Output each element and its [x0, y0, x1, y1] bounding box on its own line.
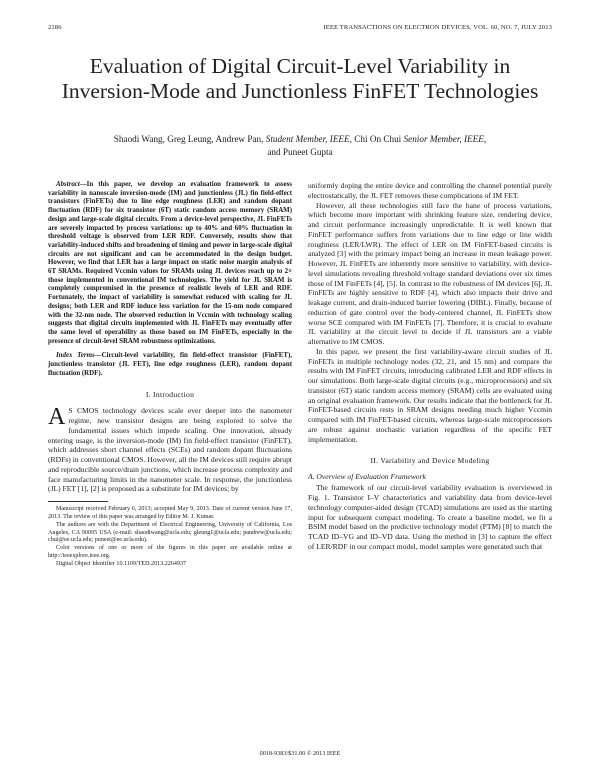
abstract: Abstract—In this paper, we develop an evaluation framework to assess variability in nanoscale inversion-mode (IM) and junctionless (JL) fin field-effect transistors (FinFETs) due to line edge roughness (LER) and random dopant fluctuation (RDF) for six transistor (6T) static random access memory (SRAM) design and large-scale digital circuits. From a device-level perspective, JL FinFETs are severely impacted by process variations: up to 40% and 60% fluctuation in threshold voltage is observed from LER RDF. Conversely, results show that variability-induced shifts and broadening of timing and power in large-scale digital circuits are not significant and can be accommodated in the design budget. However, we find that LER has a large impact on static noise margin analysis of 6T SRAMs. Required Vccmin values for SRAMs using JL devices reach up to 2× those implemented in conventional IM technologies. The yield for JL SRAM is completely compromised in the presence of realistic levels of LER and RDF. Fortunately, the impact of variability is somewhat reduced with scaling for JL designs; both LER and RDF induce less variation for the 15-nm node compared with the 32-nm node. The observed reduction in Vccmin with technology scaling suggests that digital circuits implemented with JL FinFETs may eventually offer the same level of operability as those based on IM FinFETs, especially in the presence of circuit-level SRAM robustness optimizations. — [48, 181, 293, 345]
section-heading: II. Variability and Device Modeling — [370, 456, 490, 466]
copyright-footer: 0018-9383/$31.00 © 2013 IEEE — [259, 750, 341, 757]
footnote: The authors are with the Department of Electrical Engineering, University of California, Los Angeles, CA 90095 USA (e-mail: shaodiwang@ucla.edu; gleung1@ucla.edu; pandrew@ucla.edu; chui@ee.ucla.edu; puneet@ee.ucla.edu). — [48, 521, 292, 544]
author-role: Senior Member, IEEE — [403, 134, 484, 144]
author-names: Shaodi Wang, Greg Leung, Andrew Pan, — [113, 134, 264, 144]
left-column — [48, 181, 292, 569]
section-heading: I. Introduction — [145, 390, 195, 400]
body-paragraph: However, all these technologies still face the bane of process variations, which become more important with shrinking feature size, rendering device, and circuit performance increasingly unpredictable. It is well known that FinFET performance suffers from variations due to line edge or line width roughness (LER/LWR). The effect of LER on IM FinFET-based circuits is analyzed [3] with the primary impact being an increase in mean leakage power. However, JL FinFETs are inherently more sensitive to variability, with device-level simulations revealing threshold voltage standard deviations over six times those of IM FinFETs [4], [5]. In contrast to the robustness of IM devices [6], JL FinFETs are highly sensitive to RDF [4], which also impacts their drive and leakage current, and drain-induced barrier lowering (DIBL). Finally, because of reduction of gate control over the body-centered channel, JL FinFETs show worse SCE compared with IM FinFETs [7]. Therefore, it is crucial to evaluate JL variability at the circuit level to decide if JL transistors are a viable alternative to IM CMOS. — [308, 200, 552, 346]
intro-paragraph — [48, 406, 292, 494]
body-paragraph: The framework of our circuit-level variability evaluation is overviewed in Fig. 1. Transistor I–V characteristics and variability data from device-level technology computer-aided design (TCAD) simulations are used as the starting input for subsequent compact modeling. To create a baseline model, we fit a BSIM model based on the predictive technology model (PTM) [8] to match the TCAD ID–VG and ID–VD data. Using the method in [3] to capture the effect of LER/RDF in our compact model, model samples were generated such that — [308, 483, 552, 551]
right-column — [308, 181, 552, 552]
footnote: Digital Object Identifier 10.1109/TED.2013.2264937 — [56, 560, 187, 567]
journal-header: IEEE TRANSACTIONS ON ELECTRON DEVICES, VOL. 60, NO. 7, JULY 2013 — [323, 24, 552, 31]
author-role: Student Member, IEEE — [265, 134, 350, 144]
body-paragraph: In this paper, we present the first variability-aware circuit studies of JL FinFETs in multiple technology nodes (32, 21, and 15 nm) and compare the results with IM FinFET circuits, introducing calibrated LER and RDF effects in our simulations. Both large-scale digital circuits (e.g., microprocessors) and six transistor (6T) static random access memory (SRAM) cells are evaluated using an original evaluation framework. Our results indicate that the bottleneck for JL FinFET-based circuits rests in SRAM designs needing much higher Vccmin compared with IM FinFET-based circuits, whereas large-scale microprocessors are robust against stochastic variation regardless of the specific FET implementation. — [308, 346, 552, 444]
abstract-text: In this paper, we develop an evaluation framework to assess variability in nanoscale inversion-mode (IM) and junctionless (JL) fin field-effect transistors (FinFETs) due to line edge roughness (LER) and random dopant fluctuation (RDF) for six transistor (6T) static random access memory (SRAM) design and large-scale digital circuits. From a device-level perspective, JL FinFETs are severely impacted by process variations: up to 40% and 60% fluctuation in threshold voltage is observed from LER RDF. Conversely, results show that variability-induced shifts and broadening of timing and power in large-scale digital circuits are not significant and can be accommodated in the design budget. However, we find that LER has a large impact on static noise margin analysis of 6T SRAMs. Required Vccmin values for SRAMs using JL devices reach up to 2× those implemented in conventional IM technologies. The yield for JL SRAM is completely compromised in the presence of realistic levels of LER and RDF. Fortunately, the impact of variability is somewhat reduced with scaling for JL designs; both LER and RDF induce less variation for the 15-nm node compared with the 32-nm node. The observed reduction in Vccmin with technology scaling suggests that digital circuits implemented with JL FinFETs may eventually offer the same level of operability as those based on IM FinFETs, especially in the presence of circuit-level SRAM robustness optimizations. — [48, 181, 293, 345]
author-names: and Puneet Gupta — [267, 146, 333, 157]
footnote-divider — [48, 501, 108, 502]
author-names: , — [483, 134, 487, 144]
footnote: Manuscript received February 6, 2013; accepted May 9, 2013. Date of current version June 17, 2013. The review of this paper was arranged by Editor M. J. Kumar. — [48, 506, 292, 520]
page-number: 2186 — [48, 24, 62, 31]
footnote: Color versions of one or more of the figures in this paper are available online at http://ieeexplore.ieee.org. — [48, 545, 292, 559]
index-terms: Index Terms—Circuit-level variability, fin field-effect transistor (FinFET), junctionless transistor (JL FET), line edge roughness (LER), random dopant fluctuation (RDF). — [48, 352, 292, 377]
index-terms-label: Index Terms — [56, 352, 95, 360]
subsection-heading: A. Overview of Evaluation Framework — [308, 472, 426, 482]
author-list — [60, 133, 540, 158]
author-names: , Chi On Chui — [349, 134, 402, 144]
index-terms-text: Circuit-level variability, fin field-effect transistor (FinFET), junctionless transistor (JL FET), line edge roughness (LER), random dopant fluctuation (RDF). — [48, 352, 292, 377]
drop-cap: A — [48, 404, 66, 431]
intro-text: S CMOS technology devices scale ever deeper into the nanometer regime, new transistor designs are being explored to solve the fundamental issues which impede scaling. One innovation, already entering usage, is the inversion-mode (IM) fin field-effect transistor (FinFET), which addresses short channel effects (SCEs) and random dopant fluctuations (RDFs) in conventional CMOS. However, all the IM devices still require abrupt and reproducible source/drain junctions, which increase process complexity and face manufacturing limits in the nanometer scale. In response, the junctionless (JL) FET [1], [2] is proposed as a substitute for IM devices; by — [48, 406, 292, 494]
body-paragraph: uniformly doping the entire device and controlling the channel potential purely electrostatically, the JL FET removes these complications of IM FET. — [308, 181, 552, 200]
abstract-label: Abstract — [56, 181, 80, 188]
paper-title: Evaluation of Digital Circuit-Level Variability in Inversion-Mode and Junctionless FinFET Technologies — [61, 54, 539, 103]
